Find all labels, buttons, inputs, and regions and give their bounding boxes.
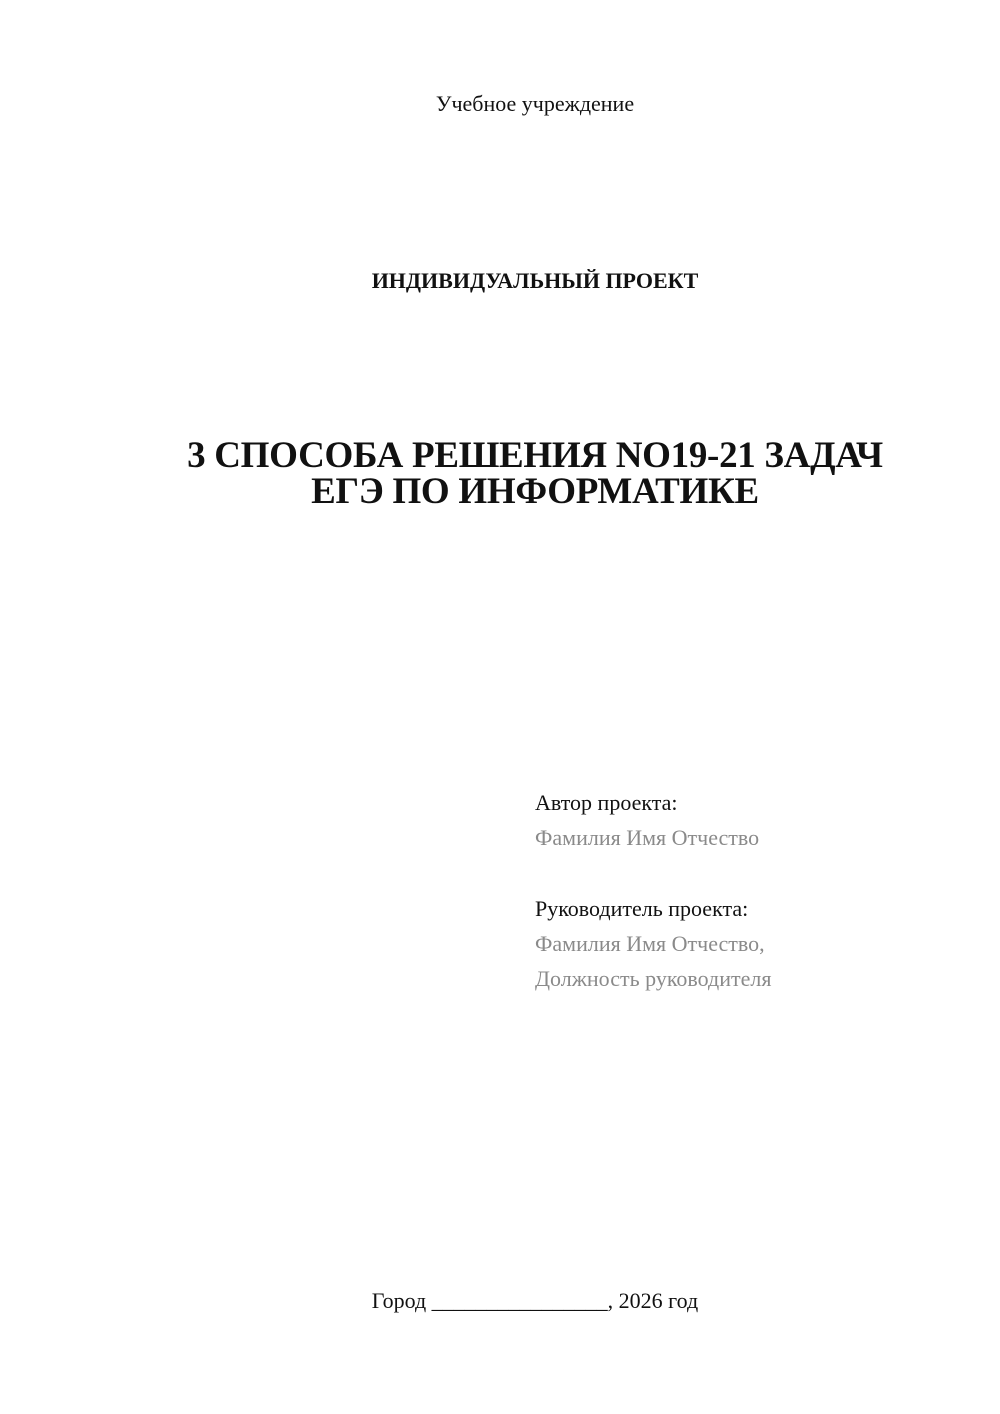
city-label: Город: [371, 1288, 427, 1313]
supervisor-name: Фамилия Имя Отчество,: [535, 931, 765, 956]
supervisor-block: [535, 891, 975, 996]
author-name: Фамилия Имя Отчество: [535, 825, 760, 850]
project-title: [100, 435, 970, 512]
institution-name: Учебное учреждение: [435, 91, 635, 116]
supervisor-position: Должность руководителя: [535, 966, 772, 991]
city-blank-line: ________________: [431, 1288, 608, 1313]
project-title-line-2: ЕГЭ ПО ИНФОРМАТИКЕ: [311, 471, 759, 512]
project-type-heading: ИНДИВИДУАЛЬНЫЙ ПРОЕКТ: [371, 268, 699, 293]
author-block: [535, 785, 975, 855]
supervisor-label: Руководитель проекта:: [535, 896, 749, 921]
city-year-footer: [0, 1288, 1000, 1314]
author-label: Автор проекта:: [535, 790, 678, 815]
project-title-line-1: 3 СПОСОБА РЕШЕНИЯ NO19-21 ЗАДАЧ: [187, 435, 883, 476]
year-text: , 2026 год: [607, 1288, 699, 1313]
